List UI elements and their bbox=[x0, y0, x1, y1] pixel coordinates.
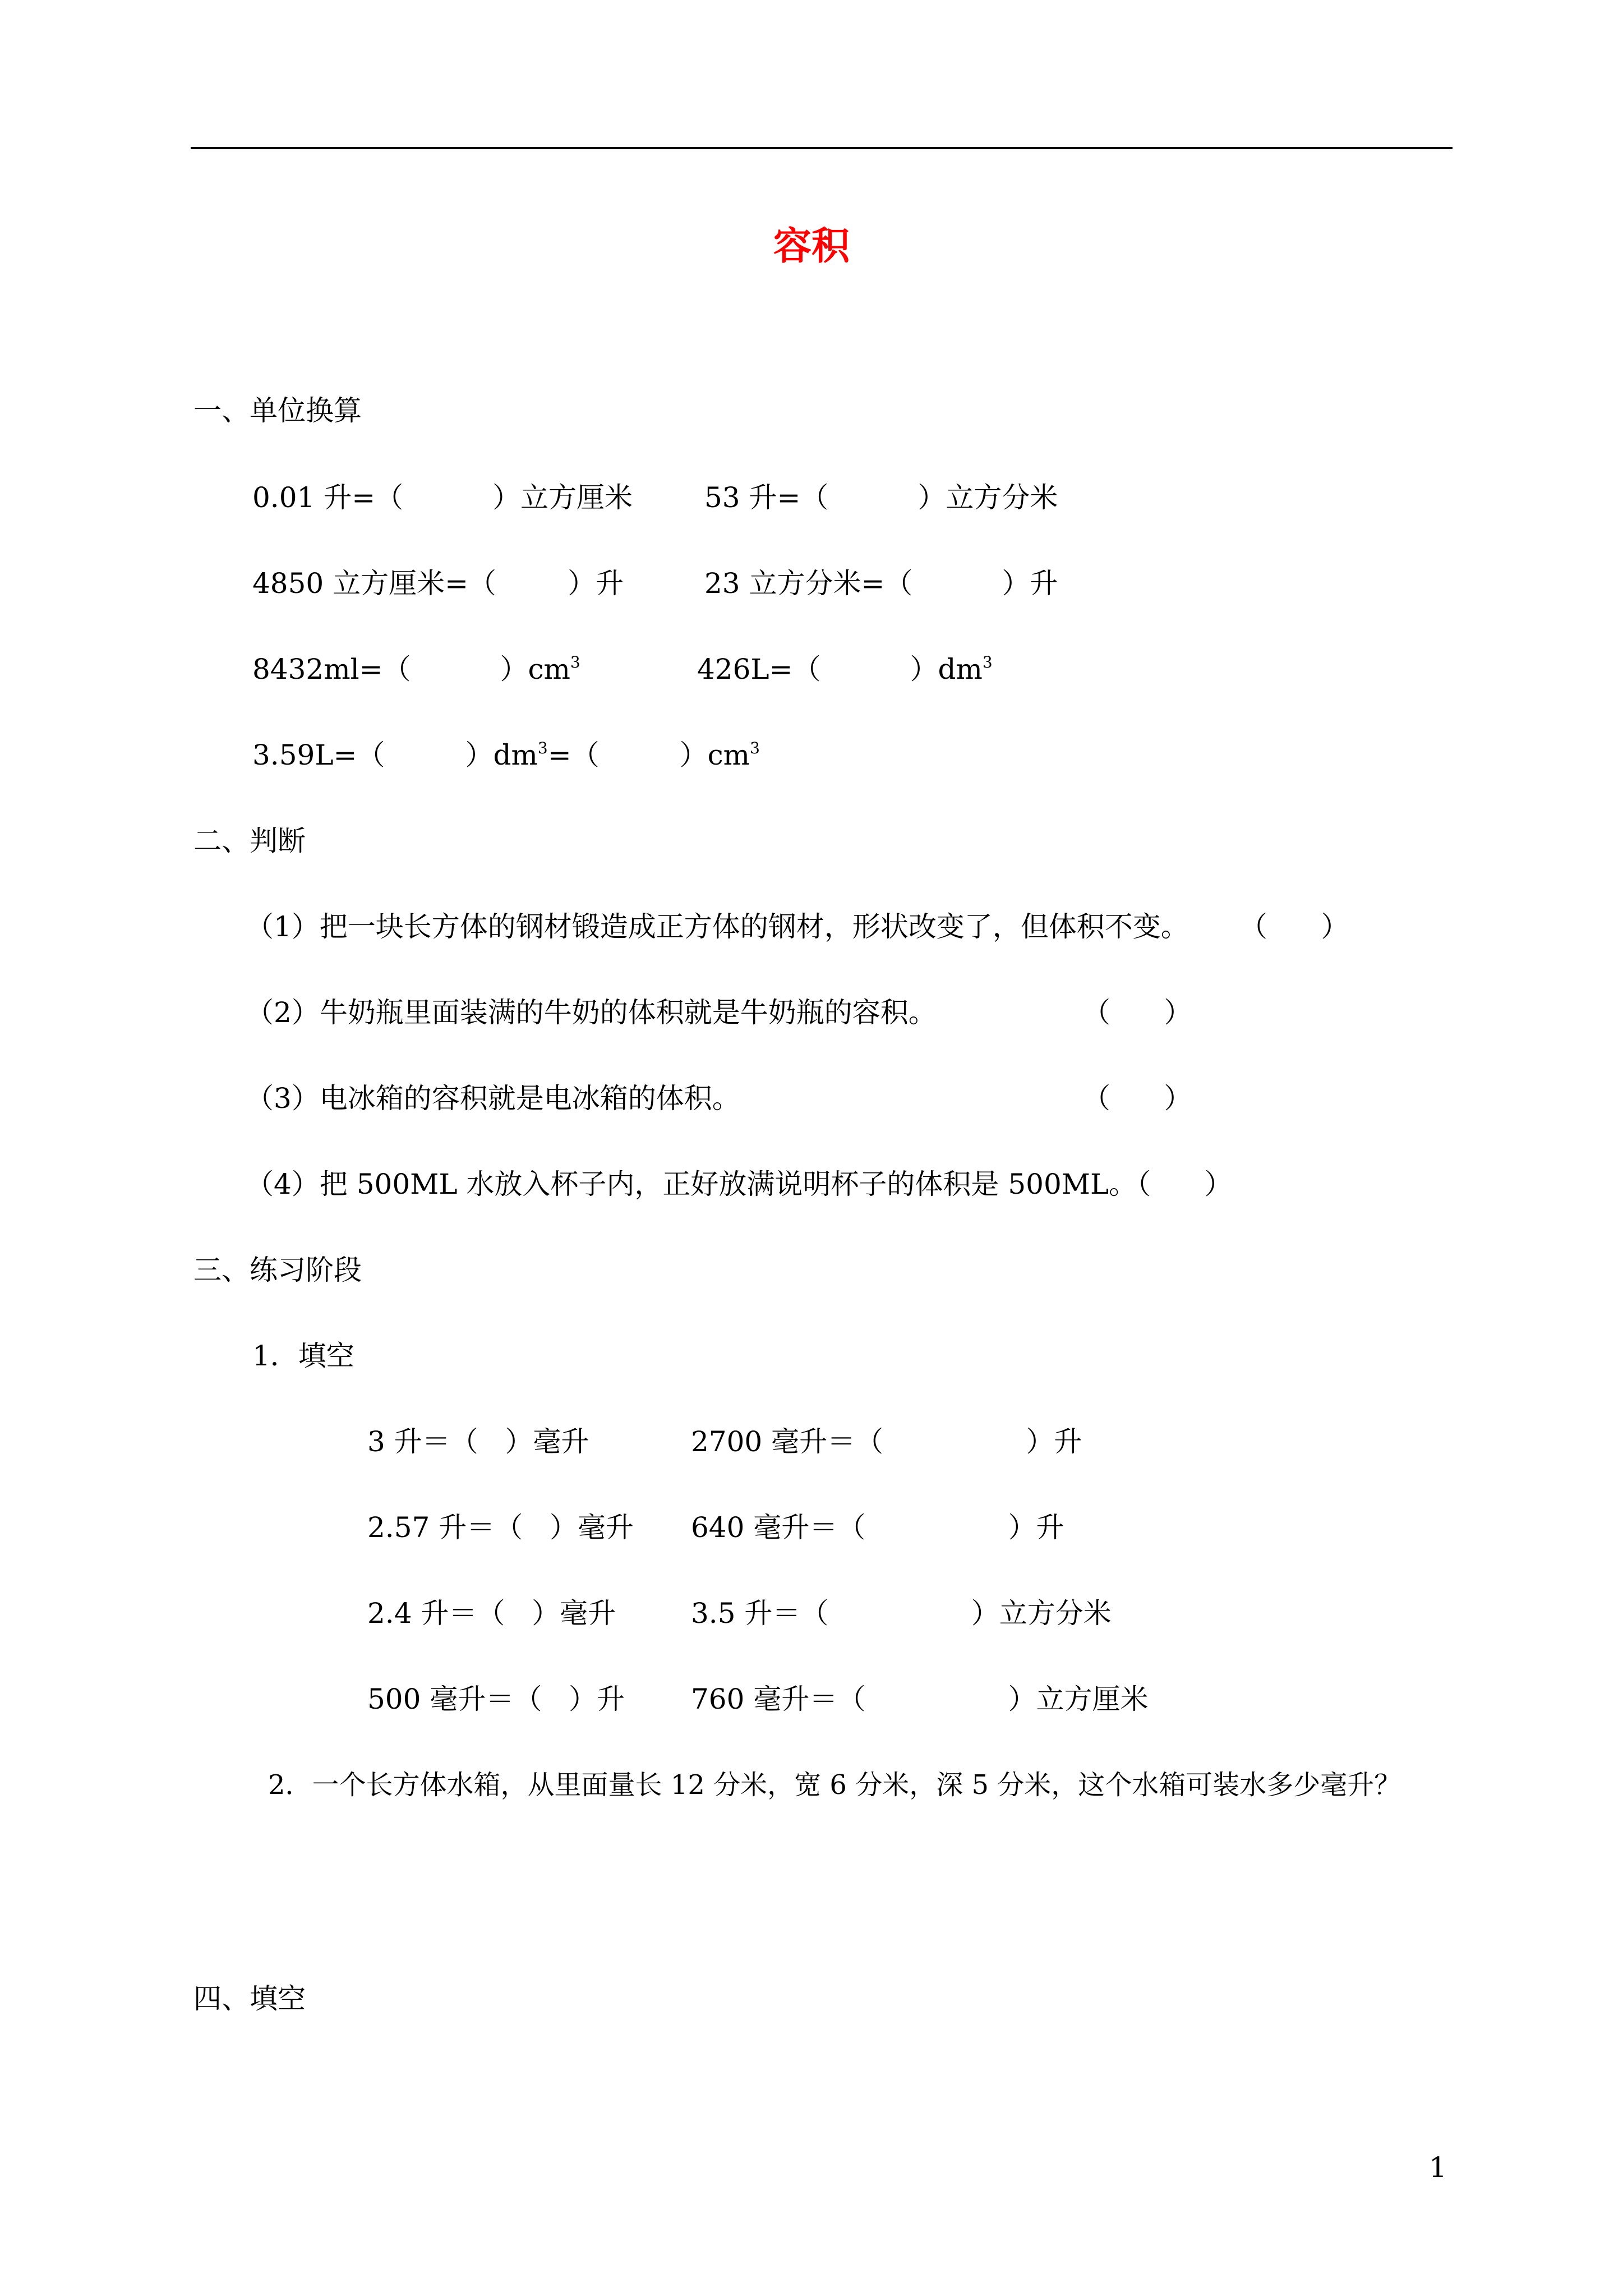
section-3-heading: 三、练习阶段 bbox=[193, 1254, 362, 1286]
superscript-3: 3 bbox=[537, 739, 548, 757]
section-4-heading: 四、填空 bbox=[193, 1982, 306, 2015]
judgment-1-text: （1）把一块长方体的钢材锻造成正方体的钢材，形状改变了，但体积不变。 bbox=[246, 910, 1189, 943]
conversion-4-text-b: =（ ）cm bbox=[547, 739, 750, 771]
superscript-3: 3 bbox=[982, 653, 993, 671]
conversion-3b bbox=[697, 652, 993, 686]
judgment-1-answer: （ ） bbox=[1239, 910, 1349, 943]
superscript-3: 3 bbox=[750, 739, 760, 757]
fill-3a: 2.4 升＝（ ）毫升 bbox=[367, 1597, 616, 1630]
conversion-3a-text: 8432ml=（ ）cm bbox=[252, 653, 570, 685]
conversion-1a: 0.01 升=（ ）立方厘米 bbox=[252, 481, 633, 514]
fill-3b: 3.5 升＝（ ）立方分米 bbox=[691, 1597, 1112, 1630]
judgment-2-text: （2）牛奶瓶里面装满的牛奶的体积就是牛奶瓶的容积。 bbox=[246, 996, 937, 1029]
conversion-2b: 23 立方分米=（ ）升 bbox=[704, 567, 1058, 600]
fill-blank-label: 1．填空 bbox=[252, 1340, 354, 1372]
conversion-4 bbox=[252, 738, 760, 772]
page-title: 容积 bbox=[773, 224, 850, 269]
section-2-heading: 二、判断 bbox=[193, 825, 306, 857]
superscript-3: 3 bbox=[570, 653, 580, 671]
conversion-1b: 53 升=（ ）立方分米 bbox=[704, 481, 1058, 514]
fill-4b: 760 毫升＝（ ）立方厘米 bbox=[691, 1683, 1149, 1715]
fill-2b: 640 毫升＝（ ）升 bbox=[691, 1511, 1064, 1544]
judgment-4-text: （4）把 500ML 水放入杯子内，正好放满说明杯子的体积是 500ML。（ ） bbox=[246, 1168, 1233, 1200]
fill-1a: 3 升＝（ ）毫升 bbox=[367, 1425, 589, 1458]
judgment-2-answer: （ ） bbox=[1082, 996, 1192, 1029]
fill-2a: 2.57 升＝（ ）毫升 bbox=[367, 1511, 634, 1544]
page-number: 1 bbox=[1429, 2151, 1447, 2184]
judgment-3-answer: （ ） bbox=[1082, 1082, 1192, 1115]
fill-4a: 500 毫升＝（ ）升 bbox=[367, 1683, 625, 1715]
conversion-2a: 4850 立方厘米=（ ）升 bbox=[252, 567, 624, 600]
fill-1b: 2700 毫升＝（ ）升 bbox=[691, 1425, 1082, 1458]
conversion-4-text-a: 3.59L=（ ）dm bbox=[252, 739, 538, 771]
word-problem: 2．一个长方体水箱，从里面量长 12 分米，宽 6 分米，深 5 分米，这个水箱可装水多少毫升？ bbox=[268, 1769, 1401, 1801]
judgment-3-text: （3）电冰箱的容积就是电冰箱的体积。 bbox=[246, 1082, 740, 1115]
conversion-3b-text: 426L=（ ）dm bbox=[697, 653, 983, 685]
header-rule bbox=[191, 147, 1453, 149]
section-1-heading: 一、单位换算 bbox=[193, 394, 362, 427]
conversion-3a bbox=[252, 652, 580, 686]
